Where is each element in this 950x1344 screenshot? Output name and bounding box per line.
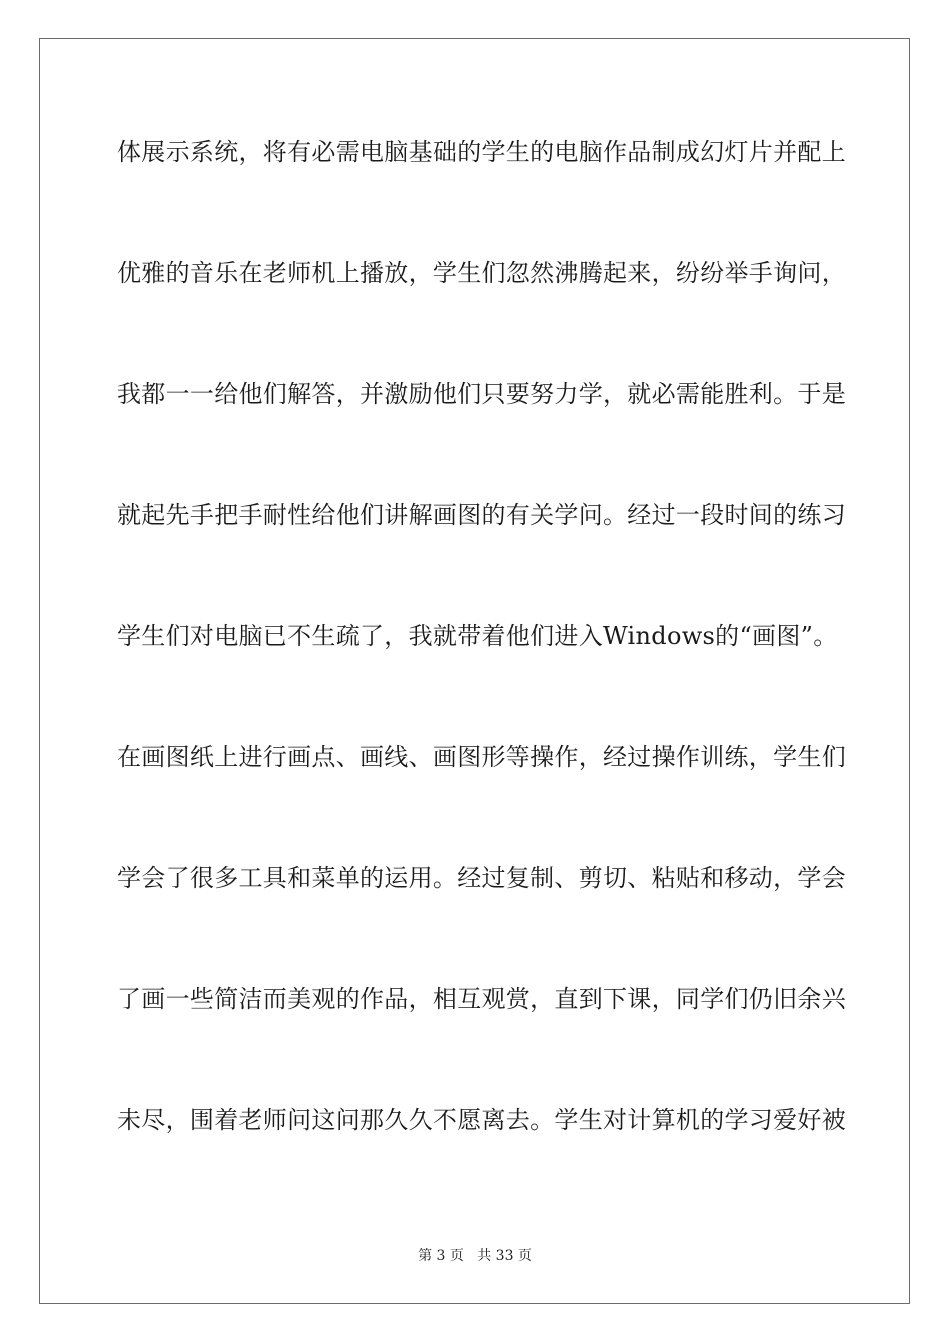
- text-line: 优雅的音乐在老师机上播放，学生们忽然沸腾起来，纷纷举手询问，: [117, 259, 846, 287]
- text-line: 就起先手把手耐性给他们讲解画图的有关学问。经过一段时间的练习: [117, 501, 846, 529]
- page-number-footer: 第 3 页 共 33 页: [418, 1248, 532, 1264]
- text-line: 学会了很多工具和菜单的运用。经过复制、剪切、粘贴和移动，学会: [117, 864, 846, 892]
- text-line: 了画一些简洁而美观的作品，相互观赏，直到下课，同学们仍旧余兴: [117, 985, 846, 1013]
- document-body: [117, 125, 846, 1214]
- text-line: 在画图纸上进行画点、画线、画图形等操作，经过操作训练，学生们: [117, 743, 846, 771]
- text-line: 体展示系统，将有必需电脑基础的学生的电脑作品制成幻灯片并配上: [117, 138, 846, 166]
- text-line: 我都一一给他们解答，并激励他们只要努力学，就必需能胜利。于是: [117, 380, 846, 408]
- text-line: 未尽，围着老师问这问那久久不愿离去。学生对计算机的学习爱好被: [117, 1106, 846, 1134]
- text-line: 学生们对电脑已不生疏了，我就带着他们进入Windows的“画图”。: [117, 622, 838, 650]
